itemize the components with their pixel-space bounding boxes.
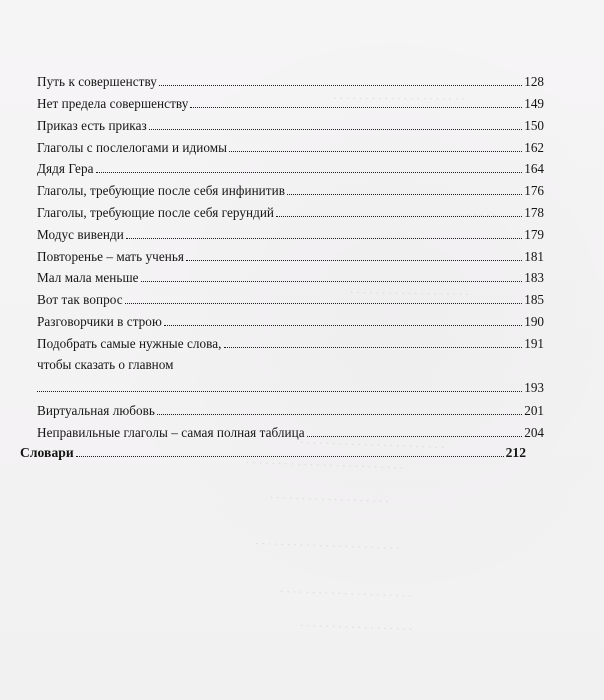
dot-leader [159, 85, 522, 86]
toc-entry[interactable] [37, 290, 544, 308]
toc-entry-page: 193 [524, 380, 544, 395]
toc-entry-page: 204 [524, 425, 544, 440]
dot-leader [287, 194, 522, 195]
dot-leader [224, 347, 523, 348]
toc-entry[interactable] [37, 94, 544, 112]
dot-leader [190, 107, 522, 108]
toc-entry-title: Вот так вопрос [37, 292, 123, 307]
dot-leader [141, 281, 523, 282]
dot-leader [307, 436, 523, 437]
toc-entry-title: Глаголы, требующие после себя герундий [37, 205, 275, 220]
dot-leader [276, 216, 522, 217]
toc-entry-title: Глаголы с послелогами и идиомы [37, 140, 228, 155]
toc-entry-page: 201 [524, 403, 544, 418]
toc-entry-page: 176 [524, 183, 544, 198]
dot-leader [186, 260, 522, 261]
toc-entry-title-continued: чтобы сказать о главном [37, 357, 174, 372]
toc-entry-page: 128 [524, 74, 544, 89]
show-through-text: · · · · · · · · · · · · · · · · · · · · · · · [254, 538, 400, 556]
toc-entry-title: Модус вивенди [37, 227, 124, 242]
toc-entry[interactable] [37, 312, 544, 330]
toc-entry[interactable] [37, 378, 544, 396]
toc-entry-page: 164 [524, 161, 544, 176]
show-through-text: · · · · · · · · · · · · · · · · · · · · · · · · · [245, 457, 404, 475]
toc-entry-title: Неправильные глаголы – самая полная таблица [37, 425, 305, 440]
dot-leader [164, 325, 522, 326]
toc-entry[interactable] [37, 334, 544, 352]
toc-entry-page: 183 [524, 270, 544, 285]
toc-entry-page: 149 [524, 96, 544, 111]
toc-entry-title: Мал мала меньше [37, 270, 139, 285]
toc-entry[interactable] [37, 72, 544, 90]
toc-entry[interactable] [37, 268, 544, 286]
toc-section[interactable] [20, 443, 526, 461]
toc-entry-title: Виртуальная любовь [37, 403, 155, 418]
show-through-text: · · · · · · · · · · · · · · · · · · · [269, 492, 390, 509]
toc-entry-title: Глаголы, требующие после себя инфинитив [37, 183, 285, 198]
toc-entry-page: 179 [524, 227, 544, 242]
toc-entry-title: Приказ есть приказ [37, 118, 147, 133]
toc-entry[interactable] [37, 423, 544, 441]
toc-entry-page: 191 [524, 336, 544, 351]
dot-leader [96, 172, 523, 173]
toc-entry-page: 178 [524, 205, 544, 220]
dot-leader [157, 414, 522, 415]
toc-entry[interactable] [37, 138, 544, 156]
show-through-text: · · · · · · · · · · · · · · · · · · · · · [279, 586, 412, 603]
toc-entry[interactable] [37, 401, 544, 419]
toc-entry-title: Нет предела совершенству [37, 96, 189, 111]
show-through-text: · · · · · · · · · · · · · · · · · [390, 210, 497, 224]
toc-entry-page: 181 [524, 249, 544, 264]
toc-entry-title: Повторенье – мать ученья [37, 249, 185, 264]
dot-leader [125, 303, 523, 304]
dot-leader [229, 151, 522, 152]
dot-leader [37, 391, 522, 392]
dot-leader [126, 238, 522, 239]
toc-entry-title: Дядя Гера [37, 161, 94, 176]
toc-entry-page: 190 [524, 314, 544, 329]
toc-entry[interactable] [37, 116, 544, 134]
toc-entry[interactable] [37, 203, 544, 221]
toc-entry-page: 185 [524, 292, 544, 307]
toc-entry-title: Путь к совершенству [37, 74, 157, 89]
toc-entry[interactable] [37, 225, 544, 243]
toc-entry[interactable] [37, 247, 544, 265]
show-through-text: · · · · · · · · · · · · · · · · · · · [349, 287, 470, 302]
show-through-text: · · · · · · · · · · · · · · · · · · [299, 620, 413, 636]
dot-leader [76, 456, 504, 457]
toc-entry[interactable] [37, 159, 544, 177]
toc-section-title: Словари [20, 445, 74, 460]
show-through-text: · · · · · · · · · · · · · · · · · · · · · [332, 93, 465, 106]
dot-leader [149, 129, 522, 130]
toc-entry-page: 150 [524, 118, 544, 133]
toc-section-page: 212 [505, 445, 526, 460]
toc-entry[interactable] [37, 181, 544, 199]
toc-entry-page: 162 [524, 140, 544, 155]
toc-entry-title: Подобрать самые нужные слова, [37, 336, 222, 351]
show-through-text: · · · · · · · · · · · · · · · · · · · · · · · [299, 437, 445, 455]
toc-entry-title: Разговорчики в строю [37, 314, 162, 329]
